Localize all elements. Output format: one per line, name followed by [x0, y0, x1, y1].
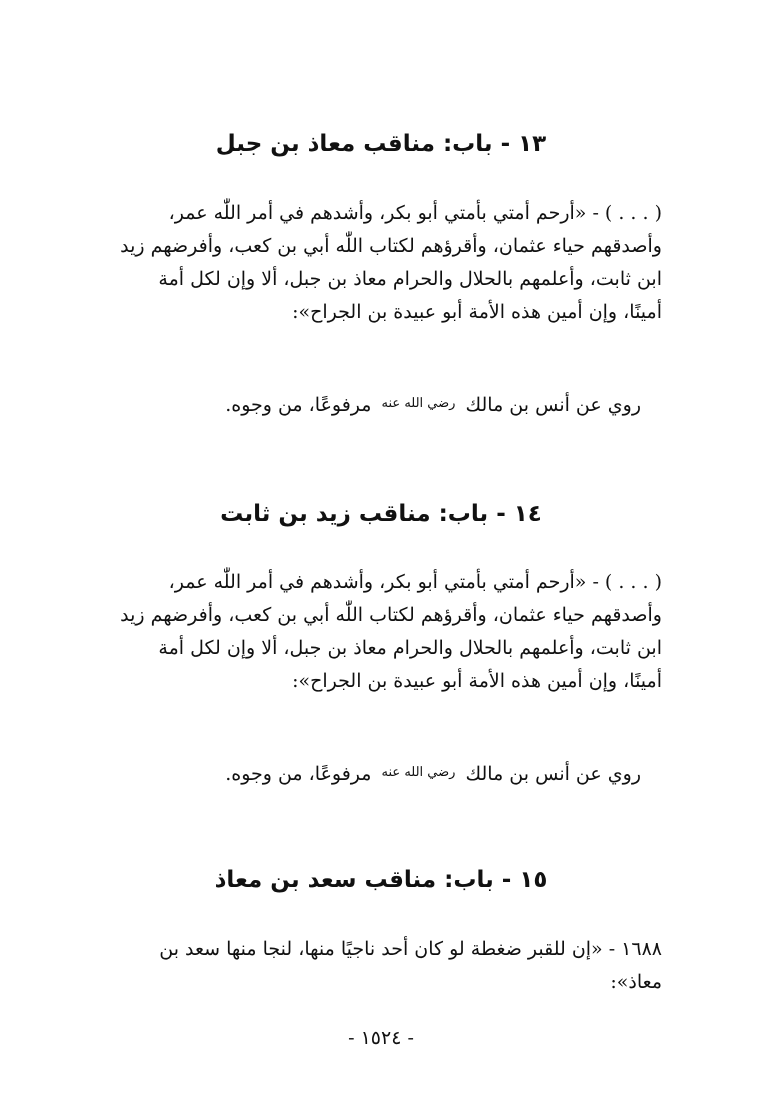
hadith-line: أمينًا، وإن أمين هذه الأمة أبو عبيدة بن الجراح»:	[292, 301, 662, 323]
hadith-text-15	[96, 933, 662, 999]
hadith-line: ( . . . ) - «أرحم أمتي بأمتي أبو بكر، وأشدهم في أمر اللّٰه عمر،	[168, 571, 662, 593]
honorific-ligature: رضي الله عنه	[381, 765, 456, 780]
hadith-text-14	[96, 566, 662, 698]
hadith-line: ( . . . ) - «أرحم أمتي بأمتي أبو بكر، وأشدهم في أمر اللّٰه عمر،	[168, 202, 662, 224]
narration-text: مرفوعًا، من وجوه.	[225, 763, 372, 785]
narration-text: روي عن أنس بن مالك	[465, 763, 641, 785]
section-heading-15: ١٥ - باب: مناقب سعد بن معاذ	[214, 867, 548, 893]
hadith-line: وأصدقهم حياء عثمان، وأقرؤهم لكتاب اللّٰه أبي بن كعب، وأفرضهم زيد	[120, 604, 662, 626]
narration-13	[96, 387, 641, 422]
hadith-text-13	[96, 197, 662, 329]
hadith-line: ابن ثابت، وأعلمهم بالحلال والحرام معاذ بن جبل، ألا وإن لكل أمة	[158, 268, 662, 290]
page-number: - ١٥٢٤ -	[348, 1027, 414, 1049]
narration-text: مرفوعًا، من وجوه.	[225, 394, 372, 416]
section-heading-13: ١٣ - باب: مناقب معاذ بن جبل	[215, 131, 547, 157]
narration-14	[96, 756, 641, 791]
section-heading-14: ١٤ - باب: مناقب زيد بن ثابت	[220, 501, 542, 527]
hadith-line: معاذ»:	[610, 971, 662, 993]
hadith-line: ١٦٨٨ - «إن للقبر ضغطة لو كان أحد ناجيًا منها، لنجا منها سعد بن	[159, 938, 662, 960]
hadith-line: أمينًا، وإن أمين هذه الأمة أبو عبيدة بن الجراح»:	[292, 670, 662, 692]
hadith-line: وأصدقهم حياء عثمان، وأقرؤهم لكتاب اللّٰه أبي بن كعب، وأفرضهم زيد	[120, 235, 662, 257]
narration-text: روي عن أنس بن مالك	[465, 394, 641, 416]
hadith-line: ابن ثابت، وأعلمهم بالحلال والحرام معاذ بن جبل، ألا وإن لكل أمة	[158, 637, 662, 659]
honorific-ligature: رضي الله عنه	[381, 396, 456, 411]
